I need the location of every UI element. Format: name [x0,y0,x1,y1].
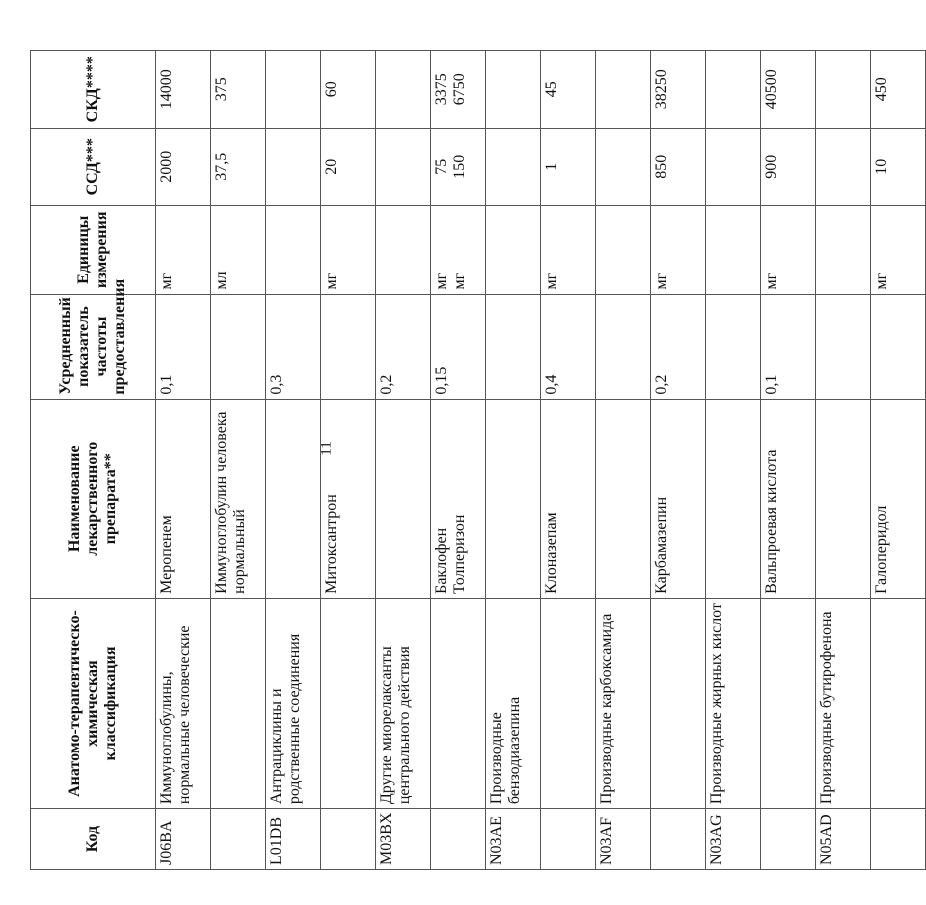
cell-drug [706,399,761,598]
cell-drug [211,399,266,598]
cell-code [541,809,596,870]
cell-frequency-text: 0,2 [653,374,670,395]
cell-code [596,809,651,870]
cell-atc-text: Другие миорелаксанты центрального действия [378,646,413,805]
cell-frequency [376,294,431,399]
cell-frequency-text: 0,1 [158,374,175,395]
cell-drug [266,399,321,598]
table-row [706,51,761,870]
table-row [376,51,431,870]
cell-frequency-text: 0,15 [433,366,450,395]
cell-unit-text: мг [653,272,670,290]
cell-drug-text: Меропенем [158,515,175,594]
cell-unit-text: мг [158,272,175,290]
cell-skd-text: 45 [543,81,560,98]
cell-frequency [816,294,871,399]
cell-atc [541,598,596,808]
cell-ssd [706,128,761,205]
cell-skd [596,51,651,129]
cell-frequency-text: 0,1 [763,374,780,395]
cell-ssd [651,128,706,205]
cell-unit [156,205,211,294]
cell-skd [321,51,376,129]
cell-ssd [321,128,376,205]
header-atc: Анатомо-терапевтическо-химическая классификация [31,598,156,808]
cell-drug-text: Клоназепам [543,512,560,594]
header-ssd: ССД*** [31,128,156,205]
cell-skd [156,51,211,129]
cell-atc-text: Производные бутирофенона [818,611,835,805]
cell-drug-text-2: Толперизон [451,514,468,594]
cell-atc-text: Антрациклины и родственные соединения [268,633,303,805]
cell-drug [318,399,376,598]
cell-unit-text: мг [763,272,780,290]
cell-drug [816,399,871,598]
cell-skd-text: 38250 [653,69,670,110]
cell-skd [486,51,541,129]
table-row [211,51,266,870]
cell-ssd-text: 20 [323,158,340,175]
cell-skd [431,51,486,129]
cell-ssd-text: 10 [873,158,890,175]
cell-skd-text-2: 6750 [451,73,468,106]
cell-skd [541,51,596,129]
cell-frequency [431,294,486,399]
cell-unit [871,205,926,294]
cell-frequency [541,294,596,399]
cell-atc [486,598,541,808]
cell-atc-text: Иммуноглобулины, нормальные человеческие [158,625,193,805]
cell-drug-text: Иммуноглобулин человека нормальный [213,411,248,594]
cell-frequency [871,294,926,399]
cell-ssd-text: 900 [763,154,780,179]
cell-drug-text: Митоксантрон [323,494,340,594]
cell-skd [816,51,871,129]
cell-drug [486,399,541,598]
cell-skd [706,51,761,129]
cell-ssd [156,128,211,205]
cell-unit [321,205,376,294]
cell-ssd-text: 1 [543,162,560,171]
cell-atc-text: Производные бензодиазепина [488,696,523,805]
header-row [31,51,156,870]
cell-code [706,809,761,870]
cell-atc [376,598,431,808]
cell-drug-text: Баклофен [433,527,450,594]
cell-code [486,809,541,870]
table-row [871,51,926,870]
cell-atc [431,598,486,808]
cell-atc [706,598,761,808]
table-row [486,51,541,870]
cell-atc [761,598,816,808]
cell-code [321,809,376,870]
cell-ssd [761,128,816,205]
cell-skd [761,51,816,129]
cell-code-text: N03AG [708,814,725,865]
cell-atc [816,598,871,808]
cell-ssd-text: 850 [653,154,670,179]
cell-ssd-text: 75 [433,158,450,175]
table-row [266,51,321,870]
cell-ssd-text-2: 150 [451,154,468,179]
cell-frequency [596,294,651,399]
cell-unit [431,205,486,294]
table-body [156,51,926,870]
cell-skd-text: 14000 [158,69,175,110]
table-row [816,51,871,870]
cell-atc [266,598,321,808]
rotated-table-wrapper [30,50,890,870]
cell-skd [651,51,706,129]
cell-unit [651,205,706,294]
cell-drug [431,399,486,598]
cell-frequency [486,294,541,399]
cell-code [211,809,266,870]
table-row [541,51,596,870]
cell-skd-text: 375 [213,77,230,102]
cell-unit [596,205,651,294]
cell-drug [156,399,211,598]
cell-code [761,809,816,870]
cell-skd-text: 60 [323,81,340,98]
cell-unit-text: мг [873,272,890,290]
cell-drug [376,399,431,598]
cell-unit [816,205,871,294]
header-code: Код [31,809,156,870]
header-skd: СКД**** [31,51,156,129]
cell-atc [321,598,376,808]
cell-code-text: N03AF [598,816,615,865]
cell-frequency [706,294,761,399]
page-number: 11 [318,441,335,456]
cell-ssd [871,128,926,205]
cell-code [871,809,926,870]
cell-unit-text: мг [433,272,450,290]
table-row [321,51,376,870]
table-row [596,51,651,870]
cell-frequency-text: 0,3 [268,374,285,395]
table-row [431,51,486,870]
table-row [651,51,706,870]
cell-drug [761,399,816,598]
cell-code-text: J06BA [158,820,175,865]
cell-ssd [816,128,871,205]
cell-drug-text: Карбамазепин [653,496,670,594]
cell-code [376,809,431,870]
cell-frequency [761,294,816,399]
header-frequency: Усредненный показатель частоты предоставления [31,294,156,399]
header-unit: Единицы измерения [31,205,156,294]
cell-code [156,809,211,870]
cell-ssd [541,128,596,205]
cell-atc-text: Производные карбоксамида [598,613,615,805]
cell-atc [596,598,651,808]
cell-code-text: M03BX [378,812,395,865]
cell-frequency [651,294,706,399]
cell-unit [486,205,541,294]
table-row [156,51,211,870]
cell-atc-text: Производные жирных кислот [708,603,725,805]
cell-code-text: L01DB [268,817,285,865]
cell-frequency-text: 0,4 [543,374,560,395]
cell-atc [871,598,926,808]
cell-drug [596,399,651,598]
cell-drug-text: Галоперидол [873,505,890,594]
cell-skd-text: 3375 [433,73,450,106]
cell-skd-text: 450 [873,77,890,102]
cell-frequency [266,294,321,399]
cell-frequency-text: 0,2 [378,374,395,395]
cell-skd [871,51,926,129]
cell-unit-text: мл [213,271,230,290]
cell-unit [211,205,266,294]
cell-skd-text: 40500 [763,69,780,110]
cell-ssd-text: 2000 [158,150,175,183]
cell-unit [541,205,596,294]
cell-unit-text: мг [543,272,560,290]
cell-ssd [486,128,541,205]
cell-ssd [596,128,651,205]
cell-drug [871,399,926,598]
cell-atc [156,598,211,808]
cell-skd [376,51,431,129]
table-row [761,51,816,870]
header-drug: Наименование лекарственного препарата** [31,399,156,598]
cell-drug [541,399,596,598]
cell-code [266,809,321,870]
cell-code [431,809,486,870]
cell-frequency [211,294,266,399]
cell-unit-text: мг [323,272,340,290]
cell-code [651,809,706,870]
drug-table [30,50,926,870]
cell-ssd [376,128,431,205]
cell-skd [266,51,321,129]
cell-code-text: N03AE [488,816,505,865]
cell-code-text: N05AD [818,814,835,865]
cell-unit [761,205,816,294]
cell-atc [211,598,266,808]
cell-unit-text-2: мг [451,272,468,290]
cell-code [816,809,871,870]
cell-drug-text: Вальпроевая кислота [763,449,780,594]
cell-unit [266,205,321,294]
cell-ssd [266,128,321,205]
cell-unit [706,205,761,294]
cell-frequency [321,294,376,399]
cell-ssd [431,128,486,205]
cell-ssd [211,128,266,205]
cell-unit [376,205,431,294]
cell-skd [211,51,266,129]
cell-drug [651,399,706,598]
cell-atc [651,598,706,808]
cell-frequency [156,294,211,399]
cell-ssd-text: 37,5 [213,152,230,181]
